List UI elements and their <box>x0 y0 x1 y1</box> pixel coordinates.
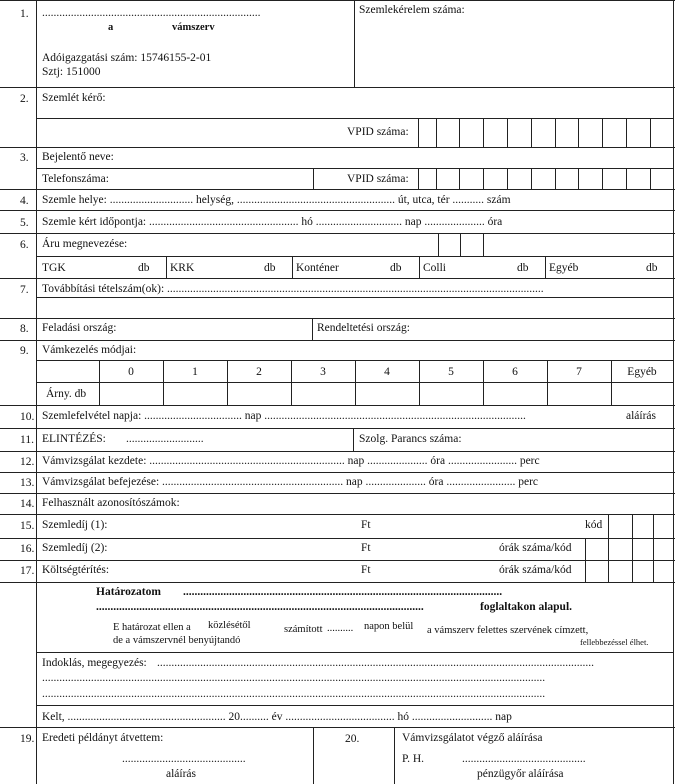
procedure-col: Egyéb <box>627 366 657 378</box>
appeal-text: napon belül <box>364 621 414 632</box>
dotted-line: .......... <box>327 623 354 634</box>
service-order-label: Szolg. Parancs száma: <box>359 433 462 445</box>
row-number: 20. <box>345 733 360 745</box>
procedure-col: 4 <box>384 366 390 378</box>
goods-name-label: Áru megnevezése: <box>42 238 128 250</box>
other-label: Egyéb <box>549 262 579 274</box>
appeal-text: közlésétől <box>208 620 251 631</box>
requested-time: Szemle kért időpontja: .................................................... hó .............................. nap ..................... óra <box>42 216 503 228</box>
statistical-number: Sztj: 151000 <box>42 66 101 78</box>
customs-procedures-label: Vámkezelés módjai: <box>42 344 137 356</box>
signature-label: aláírás <box>166 768 197 780</box>
db-label: db <box>646 262 658 274</box>
dotted-line: ........................................... <box>462 753 586 765</box>
row-number: 13. <box>20 477 35 489</box>
cost-reimbursement-label: Költségtérítés: <box>42 564 110 576</box>
officer-signature-label: pénzügyőr aláírása <box>477 768 564 780</box>
row-number: 2. <box>20 93 29 105</box>
vpid-label: VPID száma: <box>347 173 409 185</box>
row-number: 10. <box>20 411 35 423</box>
procedure-col: 3 <box>320 366 326 378</box>
code-label: kód <box>585 519 603 531</box>
date-line: Kelt, ....................................................... 20.......... év ...................................... hó ............................ nap <box>42 711 512 723</box>
transit-item-numbers: Továbbítási tételszám(ok): ................................................................................................................................... <box>42 283 544 295</box>
destination-country-label: Rendeltetési ország: <box>317 322 410 334</box>
row-number: 7. <box>20 284 29 296</box>
appeal-text: E határozat ellen a <box>113 622 191 633</box>
original-copy-received-label: Eredeti példányt átvettem: <box>42 732 164 744</box>
inspection-request-number-label: Szemlekérelem száma: <box>359 4 465 16</box>
decision-title: Határozatom <box>96 586 161 598</box>
colli-label: Colli <box>423 262 447 274</box>
tgk-label: TGK <box>42 262 66 274</box>
appeal-text: számított <box>284 624 323 635</box>
settlement-label: ELINTÉZÉS: <box>42 433 106 445</box>
dotted-line: ........................... <box>126 433 204 445</box>
row-number: 12. <box>20 456 35 468</box>
phone-label: Telefonszáma: <box>42 173 109 185</box>
appeal-text: fellebbezéssel élhet. <box>580 637 649 647</box>
requester-label: Szemlét kérő: <box>42 92 106 104</box>
fee2-label: Szemledíj (2): <box>42 542 108 554</box>
dotted-line: ............................................................................ <box>42 7 261 19</box>
procedure-col: 1 <box>192 366 198 378</box>
row-number: 14. <box>20 498 35 510</box>
row-number: 16. <box>20 543 35 555</box>
db-label: db <box>390 262 402 274</box>
row-number: 15. <box>20 520 35 532</box>
vpid-label: VPID száma: <box>347 126 409 138</box>
inspection-date: Szemlefelvétel napja: .................................. nap ........................................................................................... <box>42 410 526 422</box>
hours-code-label: órák száma/kód <box>499 542 572 554</box>
db-label: db <box>138 262 150 274</box>
currency-label: Ft <box>361 564 371 576</box>
dotted-line: ............................................................................................................................................................................... <box>42 672 546 684</box>
hours-code-label: órák száma/kód <box>499 564 572 576</box>
appeal-text: a vámszerv felettes szervének címzett, <box>427 625 589 636</box>
appeal-text: de a vámszervnél benyújtandó <box>113 635 241 646</box>
right-border <box>673 0 674 784</box>
procedure-col: 7 <box>576 366 582 378</box>
authority-name: vámszerv <box>172 22 215 33</box>
used-ids-label: Felhasznált azonosítószámok: <box>42 497 180 509</box>
currency-label: Ft <box>361 542 371 554</box>
signature-label: aláírás <box>626 410 657 422</box>
procedure-col: 5 <box>448 366 454 378</box>
row-number: 3. <box>20 152 29 164</box>
top-border <box>0 0 675 1</box>
dotted-line: ............................................................................................................................................................................... <box>42 688 546 700</box>
row-number: 9. <box>20 345 29 357</box>
inspection-place: Szemle helye: ............................. helység, ....................................................... út, utca, tér ........... szám <box>42 194 511 206</box>
reasoning-label: Indoklás, megegyezés: <box>42 657 147 669</box>
inspection-end: Vámvizsgálat befejezése: ............................................................... nap ..................... óra ........................ perc <box>42 476 538 488</box>
reporter-name-label: Bejelentő neve: <box>42 151 114 163</box>
row-number: 17. <box>20 565 35 577</box>
currency-label: Ft <box>361 519 371 531</box>
article-text: a <box>108 22 114 33</box>
row-number: 6. <box>20 239 29 251</box>
tax-number: Adóigazgatási szám: 15746155-2-01 <box>42 52 212 64</box>
krk-label: KRK <box>170 262 195 274</box>
arny-db-label: Árny. db <box>46 388 87 400</box>
inspector-signature-label: Vámvizsgálatot végző aláírása <box>402 732 543 744</box>
stamp-label: P. H. <box>402 753 425 765</box>
container-label: Konténer <box>296 262 339 274</box>
db-label: db <box>517 262 529 274</box>
procedure-col: 2 <box>256 366 262 378</box>
dotted-line: .................................................................................................................. <box>96 601 424 613</box>
row-number: 8. <box>20 323 29 335</box>
row-number: 1. <box>20 8 29 20</box>
fee1-label: Szemledíj (1): <box>42 519 108 531</box>
row-number: 4. <box>20 195 29 207</box>
procedure-col: 0 <box>128 366 134 378</box>
dotted-line: ............................................................................................................... <box>183 586 503 598</box>
db-label: db <box>264 262 276 274</box>
procedure-col: 6 <box>512 366 518 378</box>
dotted-line: ........................................................................................................................................................ <box>157 657 594 669</box>
row-number: 19. <box>20 733 35 745</box>
row-number: 11. <box>20 434 34 446</box>
row-number: 5. <box>20 217 29 229</box>
inspection-start: Vámvizsgálat kezdete: .................................................................... nap ..................... óra ........................ perc <box>42 455 540 467</box>
dispatch-country-label: Feladási ország: <box>42 322 117 334</box>
based-on-text: foglaltakon alapul. <box>480 601 573 613</box>
dotted-line: ........................................... <box>122 753 246 765</box>
